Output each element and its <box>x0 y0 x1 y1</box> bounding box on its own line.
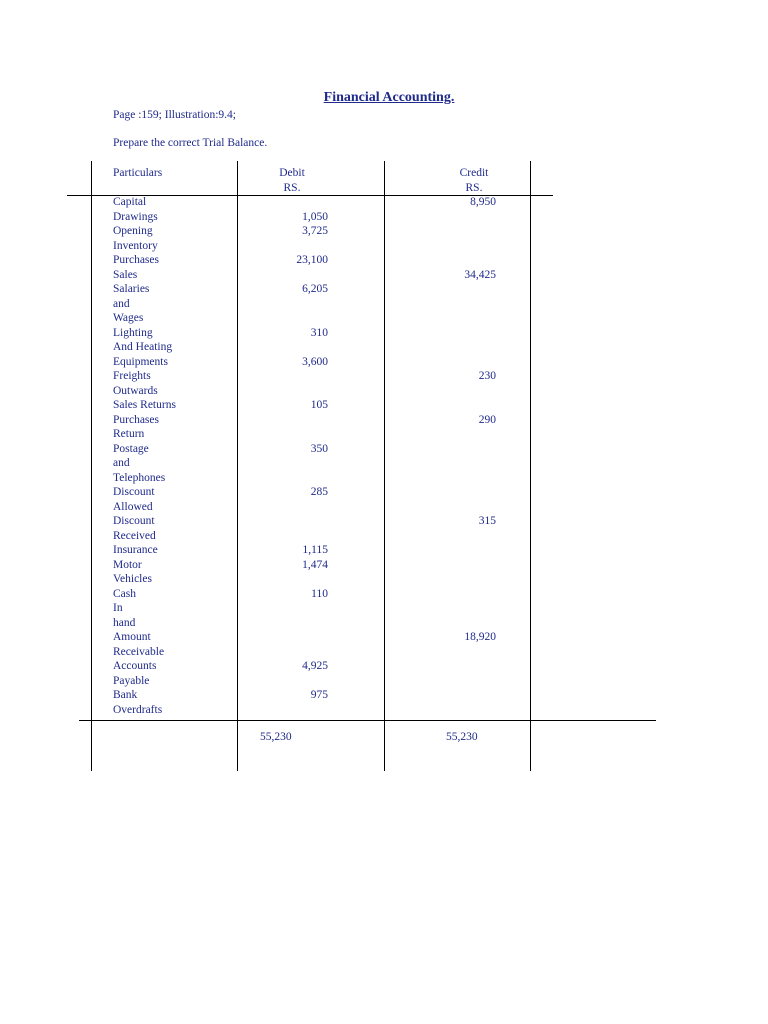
particulars-line: and <box>113 457 130 469</box>
particulars-line: hand <box>113 616 136 629</box>
row-particulars <box>113 587 233 631</box>
row-debit: 310 <box>310 326 328 339</box>
row-particulars <box>113 282 233 326</box>
row-debit: 105 <box>310 399 328 411</box>
particulars-line: Drawings <box>113 210 158 223</box>
header-credit-unit: RS. <box>465 182 483 194</box>
header-particulars: Particulars <box>113 167 163 179</box>
total-debit: 55,230 <box>260 731 292 743</box>
row-debit: 110 <box>311 587 328 600</box>
particulars-line: Opening <box>113 225 153 237</box>
row-credit: 8,950 <box>470 196 496 208</box>
particulars-line: Amount <box>113 631 151 643</box>
row-debit: 1,115 <box>302 544 328 556</box>
row-debit: 975 <box>310 689 328 701</box>
particulars-line: Freights <box>113 370 151 382</box>
row-particulars <box>113 485 233 514</box>
particulars-line: and <box>113 297 130 310</box>
particulars-line: Inventory <box>113 239 158 252</box>
instruction-line: Prepare the correct Trial Balance. <box>113 137 268 149</box>
particulars-line: Vehicles <box>113 573 152 585</box>
particulars-line: Cash <box>113 587 136 600</box>
header-credit <box>444 166 504 196</box>
row-particulars <box>113 630 233 659</box>
particulars-line: Purchases <box>113 254 159 266</box>
particulars-line: Insurance <box>113 544 158 556</box>
particulars-line: Overdrafts <box>113 703 163 716</box>
row-debit: 3,600 <box>302 355 328 368</box>
header-debit <box>262 166 322 196</box>
particulars-line: Capital <box>113 196 147 208</box>
row-particulars <box>113 210 233 225</box>
particulars-line: Postage <box>113 442 149 455</box>
particulars-line: Outwards <box>113 384 158 397</box>
row-particulars <box>113 413 233 442</box>
row-particulars <box>113 224 233 253</box>
row-debit: 1,474 <box>302 558 328 571</box>
table-col-rule-3 <box>384 161 385 771</box>
particulars-line: Received <box>113 529 156 542</box>
particulars-line: Allowed <box>113 500 153 513</box>
header-debit-unit: RS. <box>283 182 301 194</box>
row-debit: 4,925 <box>302 660 328 672</box>
row-credit: 34,425 <box>464 268 496 281</box>
table-col-rule-2 <box>237 161 238 771</box>
particulars-line: Bank <box>113 689 138 701</box>
particulars-line: Wages <box>113 312 144 324</box>
header-credit-label: Credit <box>459 167 489 179</box>
reference-line: Page :159; Illustration:9.4; <box>113 109 236 121</box>
row-particulars <box>113 514 233 543</box>
row-particulars <box>113 442 233 486</box>
row-particulars <box>113 543 233 558</box>
particulars-line: Sales Returns <box>113 399 176 411</box>
table-rule-bottom <box>79 720 656 721</box>
row-particulars <box>113 369 233 398</box>
row-particulars <box>113 195 233 210</box>
row-particulars <box>113 688 233 717</box>
row-debit: 350 <box>310 442 328 455</box>
row-credit: 290 <box>478 413 496 426</box>
row-particulars <box>113 659 233 688</box>
row-particulars <box>113 326 233 355</box>
row-debit: 23,100 <box>296 254 328 266</box>
particulars-line: Purchases <box>113 413 159 426</box>
document-title: Financial Accounting. <box>323 90 455 105</box>
particulars-line: Sales <box>113 268 138 281</box>
total-credit: 55,230 <box>446 731 478 743</box>
particulars-line: Motor <box>113 558 142 571</box>
row-debit: 1,050 <box>302 210 328 223</box>
row-debit: 3,725 <box>302 225 328 237</box>
particulars-line: Salaries <box>113 283 150 295</box>
row-credit: 18,920 <box>464 631 496 643</box>
header-debit-label: Debit <box>279 167 305 179</box>
particulars-line: Payable <box>113 674 150 687</box>
row-credit: 315 <box>478 515 496 527</box>
table-col-rule-1 <box>91 161 92 771</box>
row-credit: 230 <box>478 370 496 382</box>
particulars-line: Return <box>113 428 145 440</box>
row-debit: 6,205 <box>302 283 328 295</box>
particulars-line: Discount <box>113 515 155 527</box>
row-particulars <box>113 253 233 268</box>
particulars-line: Equipments <box>113 355 168 368</box>
row-particulars <box>113 268 233 283</box>
row-particulars <box>113 558 233 587</box>
particulars-line: Accounts <box>113 660 157 672</box>
row-debit: 285 <box>310 486 328 498</box>
row-particulars <box>113 398 233 413</box>
table-col-rule-4 <box>530 161 531 771</box>
particulars-line: And Heating <box>113 341 173 353</box>
row-particulars <box>113 355 233 370</box>
particulars-line: Lighting <box>113 326 153 339</box>
particulars-line: Telephones <box>113 471 166 484</box>
particulars-line: Discount <box>113 486 155 498</box>
particulars-line: In <box>113 602 123 614</box>
particulars-line: Receivable <box>113 645 165 658</box>
